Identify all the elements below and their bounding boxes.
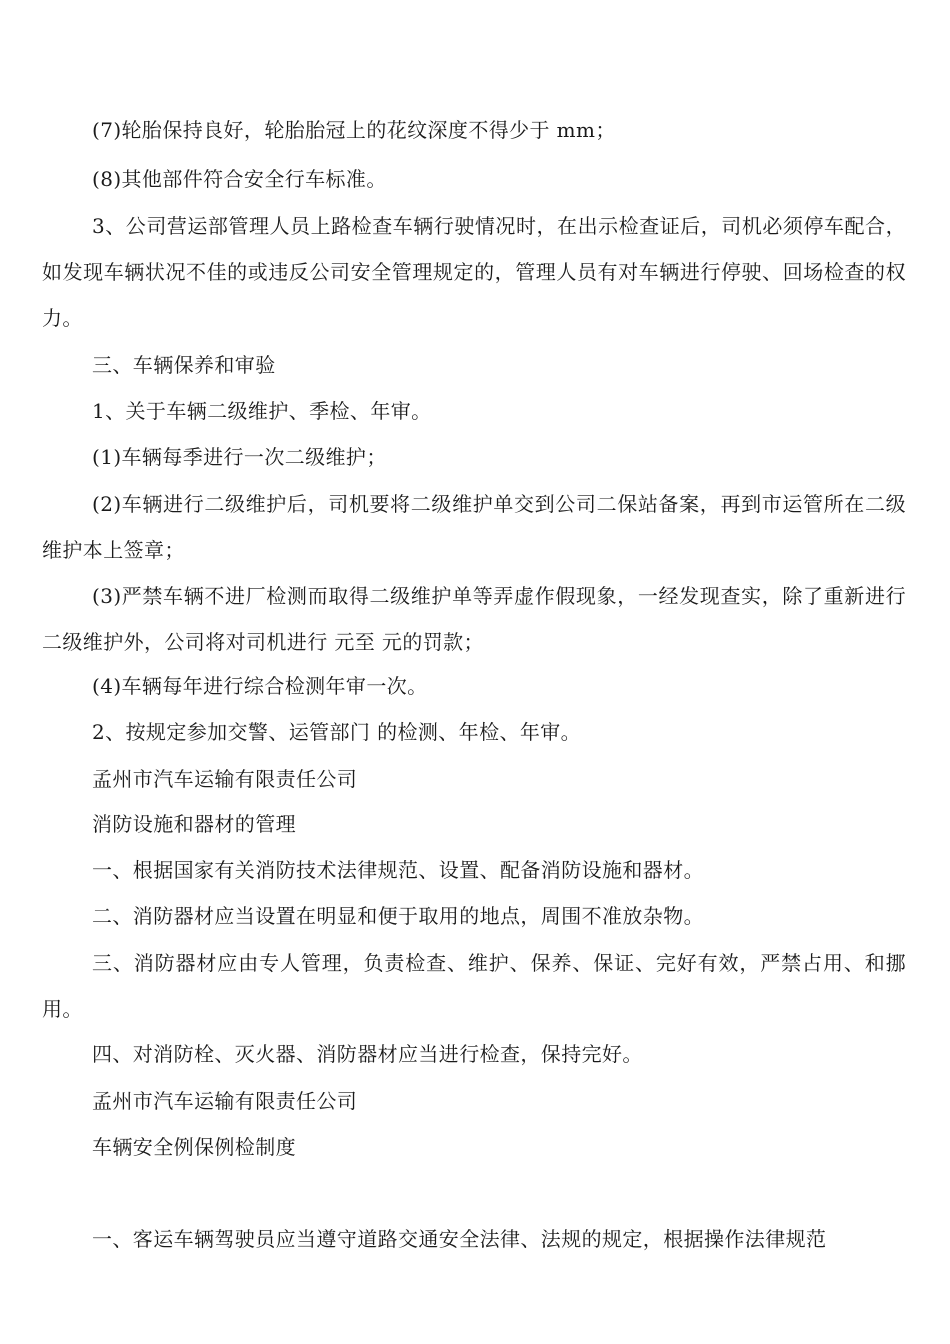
paragraph-secondary-maintenance: 1、关于车辆二级维护、季检、年审。: [92, 399, 432, 423]
paragraph-fire-equipment-2: 二、消防器材应当设置在明显和便于取用的地点，周围不准放杂物。: [92, 904, 704, 928]
paragraph-vehicle-safety-1: 一、客运车辆驾驶员应当遵守道路交通安全法律、法规的规定，根据操作法律规范: [92, 1227, 827, 1251]
paragraph-traffic-inspection: 2、按规定参加交警、运管部门 的检测、年检、年审。: [92, 720, 582, 744]
company-name: 孟州市汽车运输有限责任公司: [92, 767, 358, 791]
company-name-2: 孟州市汽车运输有限责任公司: [92, 1089, 358, 1113]
paragraph-annual-inspection: (4)车辆每年进行综合检测年审一次。: [92, 674, 428, 698]
paragraph-quarterly-maintenance: (1)车辆每季进行一次二级维护；: [92, 445, 387, 469]
paragraph-fraud-penalty: (3)严禁车辆不进厂检测而取得二级维护单等弄虚作假现象，一经发现查实，除了重新进行二级维护外，公司将对司机进行 元至 元的罚款；: [42, 584, 906, 654]
paragraph-maintenance-filing: (2)车辆进行二级维护后，司机要将二级维护单交到公司二保站备案，再到市运管所在二级维护本上签章；: [42, 492, 906, 562]
section-title-fire-equipment: 消防设施和器材的管理: [92, 812, 296, 836]
paragraph-fire-equipment-1: 一、根据国家有关消防技术法律规范、设置、配备消防设施和器材。: [92, 858, 704, 882]
paragraph-fire-equipment-4: 四、对消防栓、灭火器、消防器材应当进行检查，保持完好。: [92, 1042, 643, 1066]
section-title-vehicle-safety: 车辆安全例保例检制度: [92, 1135, 296, 1159]
paragraph-tire-tread: (7)轮胎保持良好，轮胎胎冠上的花纹深度不得少于 mm；: [92, 118, 616, 142]
paragraph-fire-equipment-3: 三、消防器材应由专人管理，负责检查、维护、保养、保证、完好有效，严禁占用、和挪用。: [42, 951, 906, 1021]
paragraph-road-inspection: 3、公司营运部管理人员上路检查车辆行驶情况时，在出示检查证后，司机必须停车配合，如发现车辆状况不佳的或违反公司安全管理规定的，管理人员有对车辆进行停驶、回场检查的权力。: [42, 214, 906, 330]
paragraph-other-parts: (8)其他部件符合安全行车标准。: [92, 167, 387, 191]
section-heading-maintenance: 三、车辆保养和审验: [92, 353, 276, 377]
